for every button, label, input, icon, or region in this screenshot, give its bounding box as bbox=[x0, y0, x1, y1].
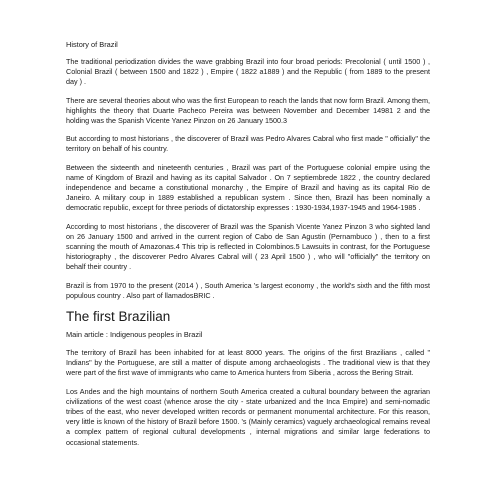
section-heading: The first Brazilian bbox=[66, 309, 171, 325]
document-page bbox=[66, 40, 430, 456]
paragraph-periodization: The traditional periodization divides the wave grabbing Brazil into four broad periods: Precolonial ( until 1500 ) , Colonial Brazil ( between 1500 and 1822 ) , Empire ( 1822 a1889 ) and the Republic ( from 1889 to the present day ) . bbox=[66, 57, 430, 87]
paragraph-andes: Los Andes and the high mountains of northern South America created a cultural boundary between the agrarian civilizations of the west coast (whence arose the city - state urbanized and the Inca Empire) and semi-nomadic tribes of the east, who never developed written records or permanent monumental architecture. For this reason, very little is known of the history of Brazil before 1500. 's (Mainly ceramics) vaguely archaeological remains reveal a complex pattern of regional cultural developments , internal migrations and similar large federations to occasional statements. bbox=[66, 386, 430, 447]
paragraph-territory: The territory of Brazil has been inhabited for at least 8000 years. The origins of the first Brazilians , called " Indians" by the Portuguese, are still a matter of dispute among archaeologists . The traditional view is that they were part of the first wave of immigrants who came to America hunters from Siberia , across the Bering Strait. bbox=[66, 348, 430, 378]
document-title: History of Brazil bbox=[66, 40, 118, 49]
paragraph-pinzon: According to most historians , the discoverer of Brazil was the Spanish Vicente Yanez Pinzon 3 who sighted land on 26 January 1500 and arrived in the current region of Cabo de San Agustin (Pernambuco ) , then to a first scanning the mouth of Amazonas.4 This trip is reflected in Colombinos.5 Lawsuits in contrast, for the Portuguese historiography , the discoverer Pedro Alvares Cabral will ( 23 April 1500 ) , who will "officially" the territory on behalf their country . bbox=[66, 221, 430, 272]
paragraph-theories: There are several theories about who was the first European to reach the lands that now form Brazil. Among them, highlights the theory that Duarte Pacheco Pereira was between November and December 14981 2 and the holding was the Spanish Vicente Yanez Pinzon on 26 January 1500.3 bbox=[66, 95, 430, 126]
paragraph-colonial-empire: Between the sixteenth and nineteenth centuries , Brazil was part of the Portuguese colonial empire using the name of Kingdom of Brazil and having as its capital Salvador . On 7 septiembrede 1822 , the country declared independence and became a constitutional monarchy , the Empire of Brazil and having as its capital Rio de Janeiro. A military coup in 1889 established a republican system . Since then, Brazil has been nominally a democratic republic, except for three periods of dictatorship expresses : 1930-1934,1937-1945 and 1964-1985 . bbox=[66, 162, 430, 213]
paragraph-discoverer: But according to most historians , the discoverer of Brazil was Pedro Alvares Cabral who first made " officially" the territory on behalf of his country. bbox=[66, 134, 430, 154]
main-article-link: Main article : Indigenous peoples in Brazil bbox=[66, 330, 203, 340]
paragraph-economy: Brazil is from 1970 to the present (2014 ) , South America 's largest economy , the world's sixth and the fifth most populous country . Also part of llamadosBRIC . bbox=[66, 280, 430, 300]
